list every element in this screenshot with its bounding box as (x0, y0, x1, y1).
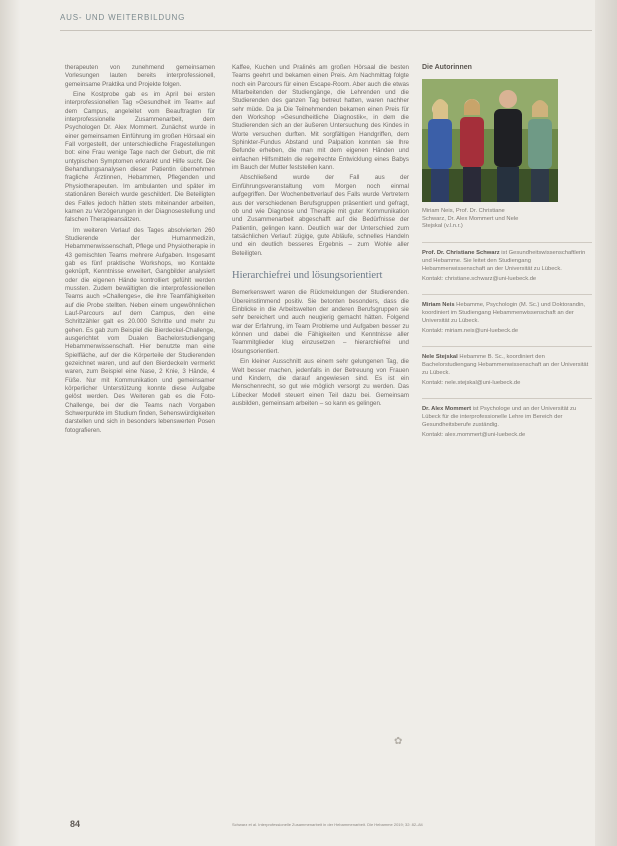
header-rule (60, 30, 592, 31)
divider (422, 346, 592, 347)
divider (422, 294, 592, 295)
author-description: Hebamme, Psychologin (M. Sc.) und Doktorandin, koordiniert im Studiengang Hebammenwissenschaft an der Universität zu Lübeck. (422, 301, 586, 324)
author-contact: Kontakt: nele.stejskal@uni-luebeck.de (422, 379, 521, 386)
author-name: Nele Stejskal (422, 353, 458, 360)
author-name: Miriam Neis (422, 301, 455, 308)
article-column-1 (65, 64, 215, 437)
paragraph: Abschließend wurde der Fall aus der Einführungsveranstaltung vom Morgen noch einmal aufgegriffen. Der Wochenbettverlauf des Falls wurde Vertretern aus der verschiedenen Berufsgruppen präsentiert und gefragt, ob und wie Diagnose und Therapie mit guter Kommunikation und Zusammenarbeit abgeschafft auf die Bedürfnisse der Patientin, gelingen kann. Deutlich war der Unterschied zum tatsächlichen Verlauf: zügige, gute Abläufe, schnelles Handeln und ein deutlich besseres Ergebnis – zum Wohle aller Beteiligten. (232, 174, 409, 257)
paragraph: therapeuten von zunehmend gemeinsamen Vorlesungen lauten bereits interprofessionell, gemeinsame Praktika und Projekte folgen. (65, 64, 215, 88)
author-contact: Kontakt: alex.mommert@uni-luebeck.de (422, 431, 526, 438)
paragraph: Bemerkenswert waren die Rückmeldungen der Studierenden. Übereinstimmend positiv. Sie betonten besonders, dass die Einblicke in die Arbeitswelten der anderen Berufsgruppen sie sehr bereichert und auch neugierig gemacht hätten. Folgend war der Erfahrung, im Team Probleme und Aufgaben besser zu können und dabei die Fähigkeiten und Kenntnisse aller Teammitglieder klug einzusetzen – hierarchiefrei und lösungsorientiert. (232, 289, 409, 355)
subheading: Hierarchiefrei und lösungsorientiert (232, 269, 383, 281)
article-column-2 (232, 64, 409, 410)
author-bio (422, 242, 592, 283)
author-bio (422, 294, 592, 335)
paragraph: Im weiteren Verlauf des Tages absolvierten 260 Studierende der Humanmedizin, Hebammenwissenschaft, Pflege und Physiotherapie in 43 gemischten Teams mehrere Aufgaben. Insgesamt gab es fünf praktische Workshops, wo Kontakte geknüpft, Kenntnisse erweitert, Gangbilder analysiert oder die eigenen Hände kontrolliert gefühlt werden mussten. Zudem bewältigten die interprofessionellen Teams auch »Challenges«, die ihre Teamfähigkeiten auf die Probe stellten. Neben einem ungewöhnlichen Lauf-Parcours auf dem Campus, den eine Schrittzähler galt es 20.000 Schritte und mehr zu gehen. Es gab zum Beispiel die Bierdeckel-Challenge, ausgerichtet vom Dualen Bachelorstudiengang Hebammenwissenschaft. Hier benutzte man eine Spielfläche, auf der die Körperteile der Studierenden gezeichnet waren, und auf den Bierdeckeln vermerkt waren, zum Beispiel eine Nase, 2 Knie, 3 Hände, 4 Füße. Nur mit Kommunikation und gemeinsamer körperlicher Unterstützung konnte diese Aufgabe gelöst werden. Des Weiteren gab es die Foto-Challenge, bei der die Teams nach Vorgaben Schwerpunkte im Studium finden, Sehenswürdigkeiten darstellen und sich in besonders lebenswerten Posen fotografieren. (65, 226, 215, 434)
author-bio (422, 398, 592, 439)
divider (422, 398, 592, 399)
page-number: 84 (70, 819, 81, 829)
author-contact: Kontakt: christiane.schwarz@uni-luebeck.de (422, 275, 537, 282)
section-header: AUS- UND WEITERBILDUNG (60, 13, 186, 22)
author-description: Hebamme B. Sc., koordiniert den Bachelorstudiengang Hebammenwissenschaft an der Universität zu Lübeck. (422, 353, 589, 376)
authors-box (422, 64, 592, 439)
end-mark-icon: ✿ (394, 736, 403, 747)
photo-caption: Miriam Neis, Prof. Dr. Christiane Schwarz, Dr. Alex Mommert und Nele Stejskal (v.l.n.r.) (422, 208, 519, 230)
paragraph: Kaffee, Kuchen und Pralinés am großen Hörsaal die besten Teams geehrt und bekamen einen Preis. Am Nachmittag folgte noch ein Parcours für einen Escape-Room. Aber auch die etwas Mitarbeitenden der Studiengänge, die Lehrenden und die Studierenden des ganzen Tag betreut hatten, waren nachher sehr müde. Da ja Die Teilnehmenden bekamen einen Preis für den Workshop »Gesundheitliche Diagnostik«, in dem die Studierenden sich an der äußeren Untersuchung des Kindes in Worte versuchen durften. Mit sorgfältigen Handgriffen, dem Sphinkter-Fundus Abstand und Palpation konnten sie Ihre Befunde erheben, die man mit dem eigenen Händen und einfachen Hilfsmitteln die regelrechte Entwicklung eines Babys im Bauch der Mutter feststellen kann. (232, 64, 409, 172)
paragraph: Eine Kostprobe gab es im April bei ersten interprofessionellen Tag »Gesundheit im Team« auf dem Campus, angeleitet vom Beauftragten für interprofessionelle Zusammenarbeit, dem Psychologen Dr. Alex Mommert. Zunächst wurde in einer gemeinsamen Einführung im großen Hörsaal ein Fall vorgestellt, der unterschiedliche Fragestellungen bot: eine Frau wenige Tage nach der Geburt, die mit untypischen Symptomen erkrankt und Hilfe sucht. Die Behandlungsanalysen dieser Patientin übernehmen fragliche Ärztinnen, Hebammen, Pflegenden und Physiotherapeuten. Im ambulanten und später im stationären Bereich wurde geschildert. Die Beteiligten des Falles jedoch hätten stets miteinander arbeiten, kamen zu Verzögerungen in der Diagnosestellung und falschen Therapieansätzen. (65, 91, 215, 224)
authors-title: Die Autorinnen (422, 64, 472, 71)
author-contact: Kontakt: miriam.neis@uni-luebeck.de (422, 327, 519, 334)
authors-photo (422, 79, 558, 202)
footer-citation: Schwarz et al. Interprofessionelle Zusammenarbeit in der Hebammenarbeit. Die Hebamme 2019; 32: 82–84 (232, 822, 423, 827)
divider (422, 242, 592, 243)
authors-photo-illustration (422, 79, 558, 202)
author-name: Prof. Dr. Christiane Schwarz (422, 249, 500, 256)
author-description: ist Gesundheitswissenschaftlerin und Hebamme. Sie leitet den Studiengang Hebammenwissenschaft an der Universität zu Lübeck. (422, 249, 586, 272)
page-edge-shadow (595, 0, 617, 846)
author-name: Dr. Alex Mommert (422, 405, 472, 412)
binding-shadow (0, 0, 20, 846)
author-description: ist Psychologe und an der Universität zu Lübeck für die interprofessionelle Lehre im Bereich der Gesundheitsberufe zuständig. (422, 405, 577, 428)
author-bio (422, 346, 592, 387)
paragraph: Ein kleiner Ausschnitt aus einem sehr gelungenen Tag, die Welt besser machen, jedenfalls in der Betreuung von Frauen und Kindern, die darauf angewiesen sind. Es ist ein Menschenrecht, so gut wie möglich versorgt zu werden. Das Lübecker Modell steuert einen Teil dazu bei. Gemeinsam ausbilden, gemeinsam arbeiten – so kann es gelingen. (232, 358, 409, 407)
